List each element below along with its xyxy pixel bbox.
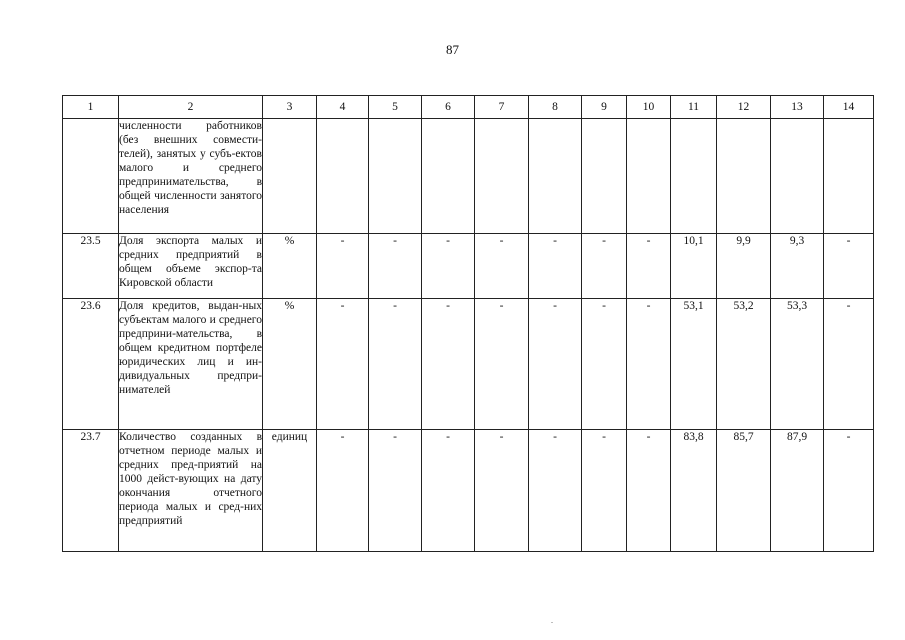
row-number-cell: 23.5: [63, 234, 119, 299]
row-description-cell: Доля экспорта малых и средних предприятий в общем объеме экспор-та Кировской области: [119, 234, 263, 299]
value-cell: -: [369, 234, 422, 299]
row-number-cell: [63, 119, 119, 234]
value-cell: 10,1: [671, 234, 717, 299]
value-cell: 83,8: [671, 430, 717, 552]
value-cell: -: [475, 430, 529, 552]
header-cell: 9: [582, 96, 627, 119]
value-cell: -: [369, 430, 422, 552]
value-cell: [317, 119, 369, 234]
header-cell: 6: [422, 96, 475, 119]
header-cell: 13: [771, 96, 824, 119]
value-cell: -: [422, 299, 475, 430]
row-number-cell: 23.7: [63, 430, 119, 552]
value-cell: -: [824, 430, 874, 552]
value-cell: -: [317, 299, 369, 430]
value-cell: -: [824, 234, 874, 299]
value-cell: -: [475, 234, 529, 299]
value-cell: -: [317, 430, 369, 552]
value-cell: -: [475, 299, 529, 430]
header-cell: 4: [317, 96, 369, 119]
value-cell: -: [627, 430, 671, 552]
header-cell: 3: [263, 96, 317, 119]
header-cell: 7: [475, 96, 529, 119]
value-cell: 85,7: [717, 430, 771, 552]
value-cell: 53,1: [671, 299, 717, 430]
value-cell: -: [529, 299, 582, 430]
header-cell: 8: [529, 96, 582, 119]
header-cell: 14: [824, 96, 874, 119]
value-cell: -: [627, 234, 671, 299]
row-unit-cell: единиц: [263, 430, 317, 552]
header-cell: 2: [119, 96, 263, 119]
value-cell: -: [317, 234, 369, 299]
value-cell: [475, 119, 529, 234]
value-cell: -: [582, 430, 627, 552]
value-cell: [369, 119, 422, 234]
table-row: [63, 234, 874, 299]
row-description-cell: Доля кредитов, выдан-ных субъектам малого и среднего предприни-мательства, в общем кредитном портфеле юридических лиц и ин-дивидуальных предпри-нимателей: [119, 299, 263, 430]
value-cell: -: [582, 299, 627, 430]
value-cell: -: [824, 299, 874, 430]
value-cell: [717, 119, 771, 234]
value-cell: -: [627, 299, 671, 430]
value-cell: [824, 119, 874, 234]
value-cell: -: [529, 430, 582, 552]
table-header-row: [63, 96, 874, 119]
value-cell: -: [529, 234, 582, 299]
table-row: [63, 119, 874, 234]
row-description-cell: Количество созданных в отчетном периоде малых и средних пред-приятий на 1000 дейст-вующих на дату окончания отчетного периода малых и сред-них предприятий: [119, 430, 263, 552]
page-number: 87: [446, 42, 459, 57]
value-cell: 87,9: [771, 430, 824, 552]
value-cell: [671, 119, 717, 234]
indicator-table: [62, 95, 874, 552]
value-cell: 53,3: [771, 299, 824, 430]
value-cell: -: [369, 299, 422, 430]
header-cell: 10: [627, 96, 671, 119]
row-description-cell: численности работников (без внешних совмести-телей), занятых у субъ-ектов малого и среднего предпринимательства, в общей численности занятого населения: [119, 119, 263, 234]
value-cell: -: [422, 234, 475, 299]
row-unit-cell: %: [263, 299, 317, 430]
table-row: [63, 299, 874, 430]
value-cell: 9,3: [771, 234, 824, 299]
header-cell: 12: [717, 96, 771, 119]
header-cell: 5: [369, 96, 422, 119]
value-cell: 53,2: [717, 299, 771, 430]
value-cell: -: [422, 430, 475, 552]
value-cell: [627, 119, 671, 234]
value-cell: [422, 119, 475, 234]
row-number-cell: 23.6: [63, 299, 119, 430]
footer-mark: .: [551, 616, 553, 625]
value-cell: 9,9: [717, 234, 771, 299]
header-cell: 11: [671, 96, 717, 119]
row-unit-cell: [263, 119, 317, 234]
row-unit-cell: %: [263, 234, 317, 299]
value-cell: [771, 119, 824, 234]
value-cell: [529, 119, 582, 234]
table-row: [63, 430, 874, 552]
value-cell: [582, 119, 627, 234]
value-cell: -: [582, 234, 627, 299]
header-cell: 1: [63, 96, 119, 119]
